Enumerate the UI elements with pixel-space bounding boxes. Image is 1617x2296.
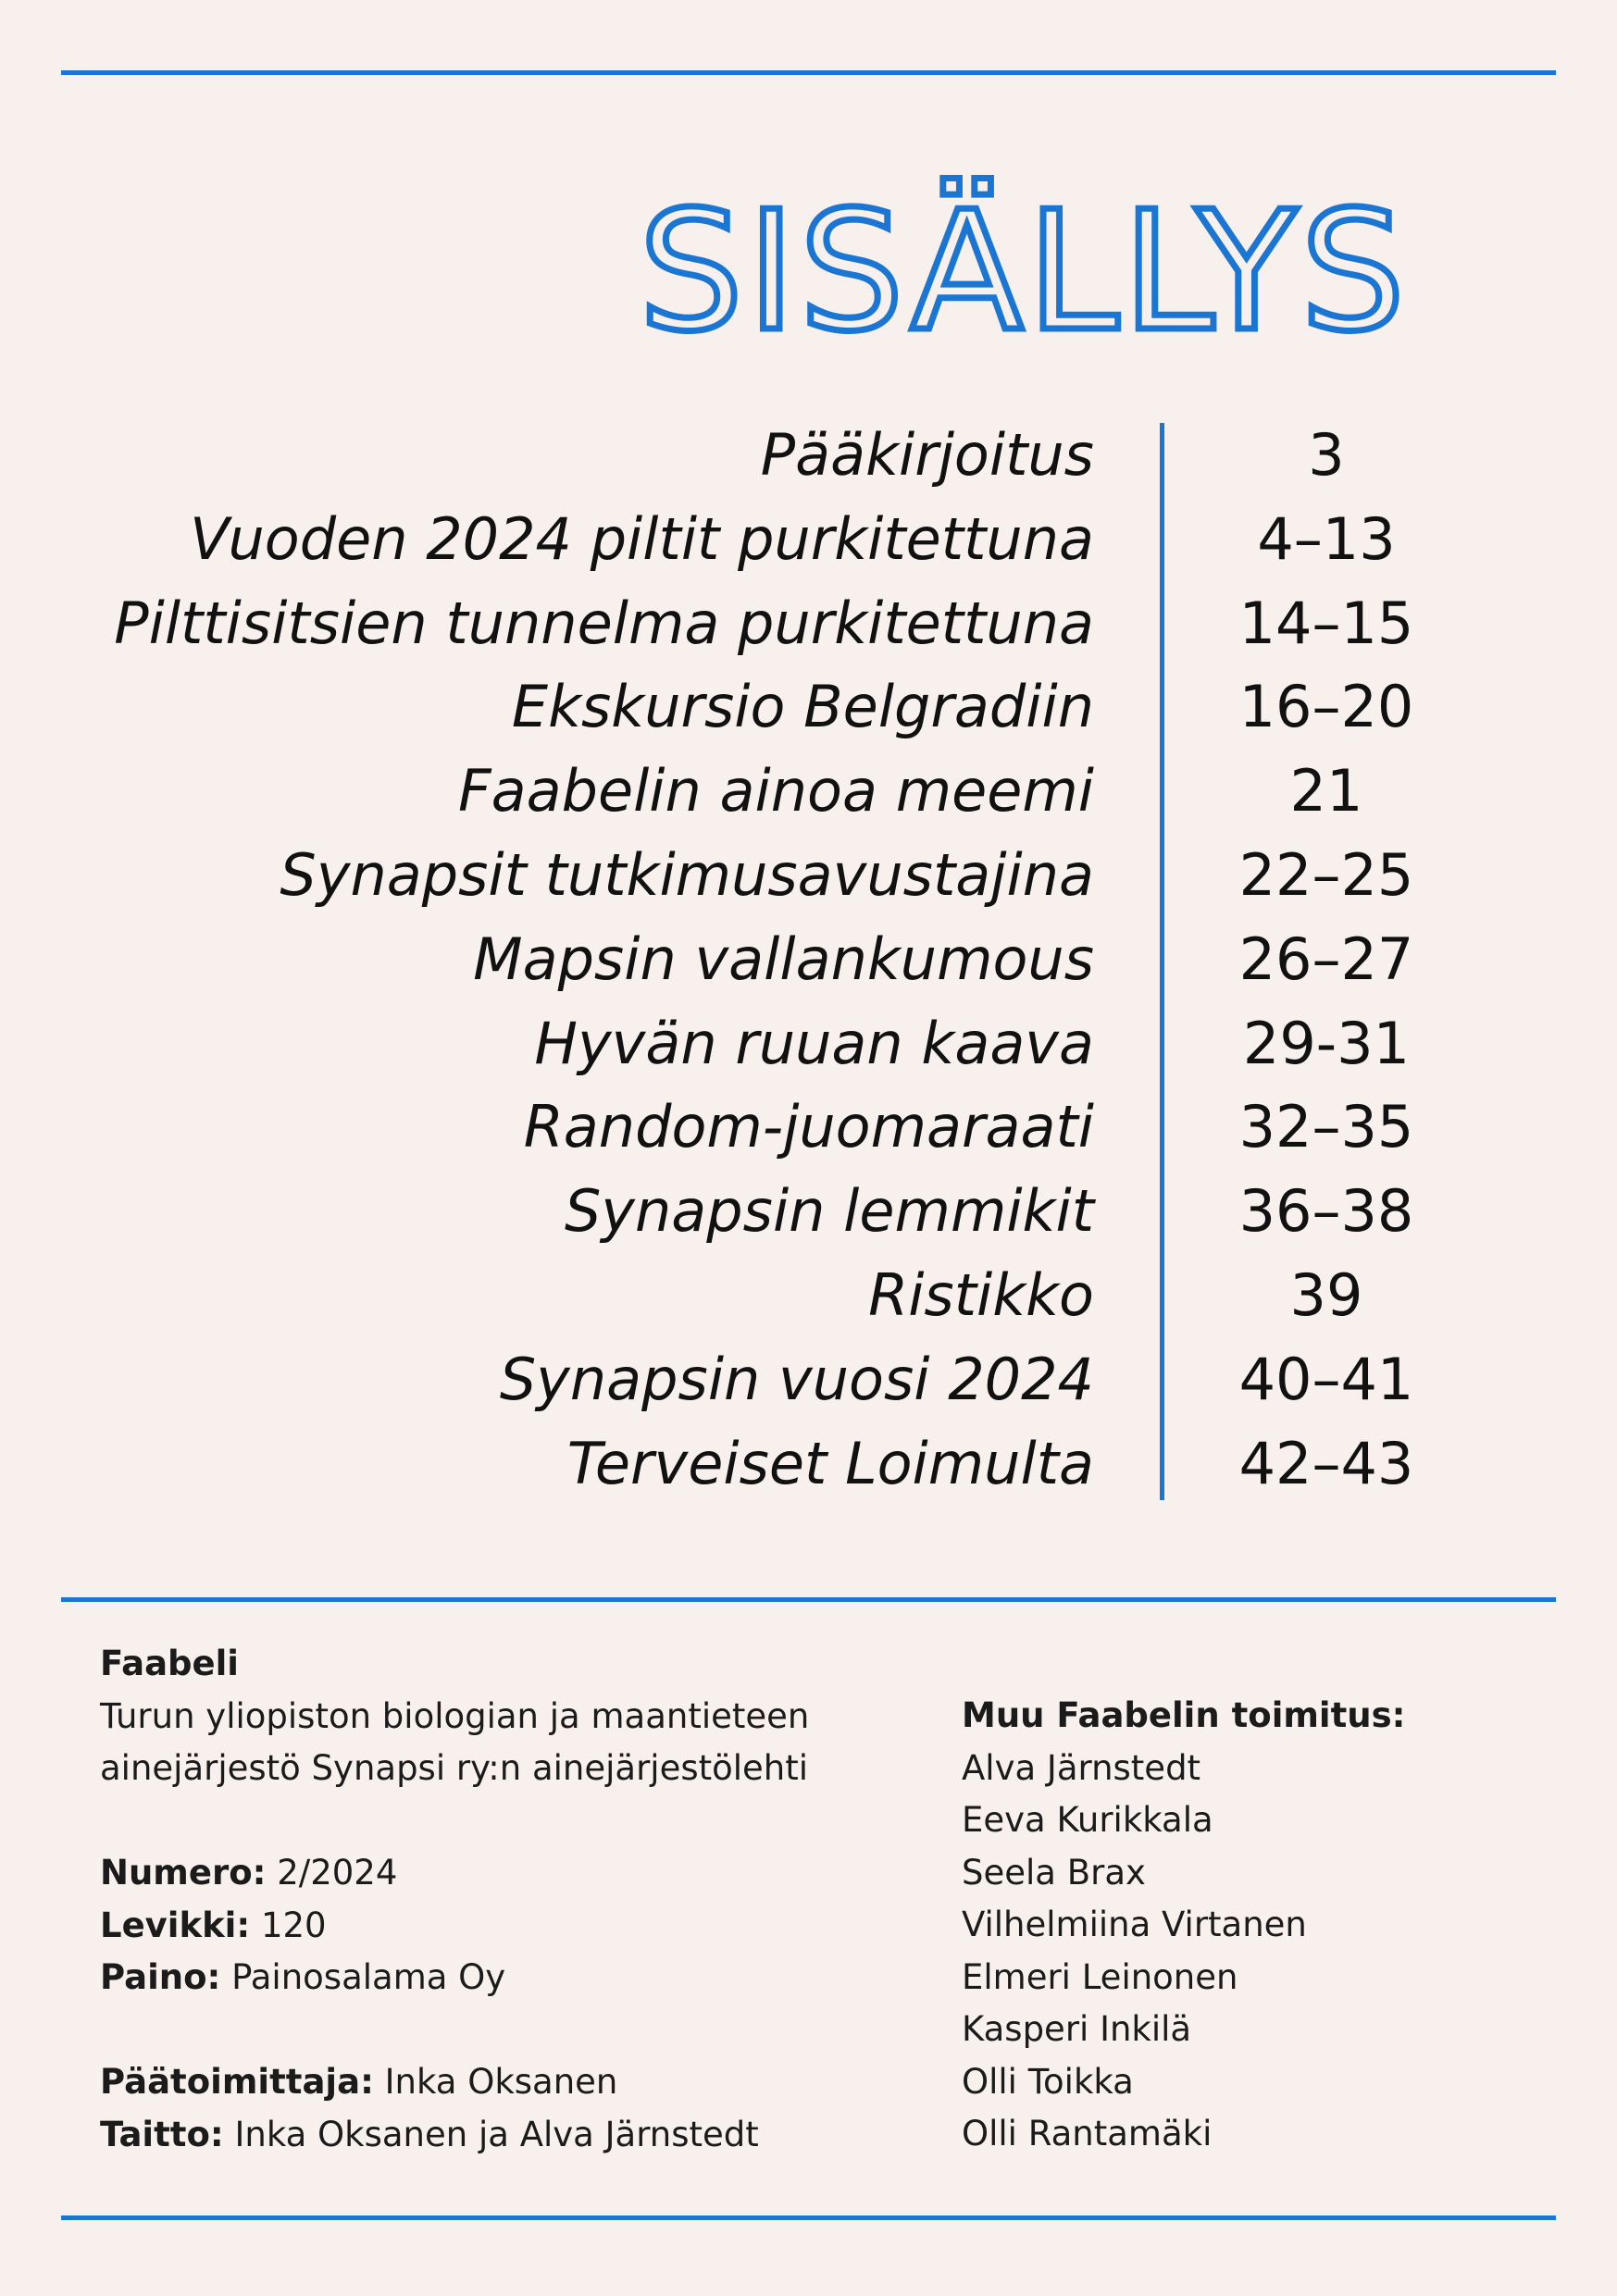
editor-value: Inka Oksanen bbox=[384, 2062, 618, 2102]
toc-entry-title: Pilttisitsien tunnelma purkitettuna bbox=[114, 589, 1094, 657]
toc-entry bbox=[0, 1086, 1617, 1170]
toc-entry-title: Mapsin vallankumous bbox=[473, 925, 1094, 993]
staff-member: Olli Rantamäki bbox=[962, 2114, 1213, 2153]
colophon-staff bbox=[962, 1690, 1554, 2161]
publication-name: Faabeli bbox=[100, 1644, 239, 1683]
toc-entry-title: Synapsin vuosi 2024 bbox=[499, 1345, 1094, 1413]
layout-row bbox=[100, 2109, 933, 2162]
toc-entry-title: Synapsit tutkimusavustajina bbox=[280, 840, 1094, 909]
toc-entry-title: Synapsin lemmikit bbox=[564, 1177, 1094, 1246]
print-label: Paino: bbox=[100, 1957, 221, 1997]
print-value: Painosalama Oy bbox=[231, 1957, 506, 1997]
toc-entry-pages: 40–41 bbox=[1238, 1345, 1414, 1413]
issue-label: Numero: bbox=[100, 1853, 267, 1893]
toc-entry-title: Faabelin ainoa meemi bbox=[457, 757, 1094, 825]
toc-entry-pages: 21 bbox=[1289, 757, 1363, 825]
toc-entry-pages: 14–15 bbox=[1238, 589, 1414, 657]
toc-entry-title: Hyvän ruuan kaava bbox=[534, 1009, 1094, 1077]
toc-entry-title: Vuoden 2024 piltit purkitettuna bbox=[190, 504, 1094, 573]
staff-member: Olli Toikka bbox=[962, 2061, 1134, 2102]
issue-value: 2/2024 bbox=[277, 1853, 398, 1893]
toc-entry-pages: 26–27 bbox=[1238, 925, 1414, 993]
publication-description-line1: Turun yliopiston biologian ja maantieteen bbox=[100, 1695, 810, 1736]
middle-divider bbox=[61, 1597, 1556, 1602]
toc-entry-title: Pääkirjoitus bbox=[760, 421, 1094, 489]
staff-member: Kasperi Inkilä bbox=[962, 2009, 1192, 2049]
toc-entry-title: Terveiset Loimulta bbox=[566, 1429, 1094, 1497]
toc-entry bbox=[0, 1002, 1617, 1086]
table-of-contents bbox=[0, 414, 1617, 1506]
circulation-value: 120 bbox=[260, 1905, 327, 1945]
toc-entry bbox=[0, 414, 1617, 498]
staff-member: Vilhelmiina Virtanen bbox=[962, 1905, 1307, 1944]
print-row bbox=[100, 1952, 933, 2004]
toc-entry-pages: 36–38 bbox=[1238, 1177, 1414, 1246]
circulation-label: Levikki: bbox=[100, 1905, 251, 1945]
toc-entry-pages: 16–20 bbox=[1238, 673, 1414, 741]
toc-entry bbox=[0, 1170, 1617, 1254]
toc-entry-pages: 4–13 bbox=[1257, 504, 1396, 573]
layout-label: Taitto: bbox=[100, 2114, 224, 2154]
staff-member: Elmeri Leinonen bbox=[962, 1956, 1238, 1997]
toc-entry-title: Ristikko bbox=[868, 1260, 1094, 1329]
staff-member: Alva Järnstedt bbox=[962, 1747, 1201, 1788]
toc-entry bbox=[0, 750, 1617, 834]
issue-row bbox=[100, 1847, 933, 1900]
toc-entry-pages: 29-31 bbox=[1242, 1009, 1411, 1077]
toc-entry bbox=[0, 582, 1617, 666]
toc-entry bbox=[0, 1338, 1617, 1422]
publication-description-line2: ainejärjestö Synapsi ry:n ainejärjestölehti bbox=[100, 1748, 809, 1788]
toc-entry-pages: 32–35 bbox=[1238, 1093, 1414, 1161]
staff-member: Seela Brax bbox=[962, 1852, 1146, 1893]
circulation-row bbox=[100, 1900, 933, 1953]
layout-value: Inka Oksanen ja Alva Järnstedt bbox=[234, 2114, 759, 2154]
staff-member: Eeva Kurikkala bbox=[962, 1800, 1213, 1840]
toc-entry-pages: 39 bbox=[1289, 1260, 1363, 1329]
toc-entry bbox=[0, 498, 1617, 582]
bottom-divider bbox=[61, 2215, 1556, 2220]
toc-entry bbox=[0, 834, 1617, 918]
toc-entry bbox=[0, 918, 1617, 1002]
toc-entry bbox=[0, 665, 1617, 750]
editor-row bbox=[100, 2056, 933, 2109]
page-title: SISÄLLYS bbox=[639, 176, 1409, 367]
top-divider bbox=[61, 70, 1556, 75]
toc-entry-title: Ekskursio Belgradiin bbox=[511, 673, 1094, 741]
toc-entry bbox=[0, 1422, 1617, 1507]
toc-entry-title: Random-juomaraati bbox=[523, 1093, 1094, 1161]
colophon-publication-info bbox=[100, 1638, 933, 2161]
toc-entry bbox=[0, 1254, 1617, 1338]
toc-entry-pages: 42–43 bbox=[1238, 1429, 1414, 1497]
staff-heading: Muu Faabelin toimitus: bbox=[962, 1695, 1406, 1735]
editor-label: Päätoimittaja: bbox=[100, 2062, 374, 2102]
toc-entry-pages: 22–25 bbox=[1238, 840, 1414, 909]
toc-entry-pages: 3 bbox=[1308, 421, 1345, 489]
